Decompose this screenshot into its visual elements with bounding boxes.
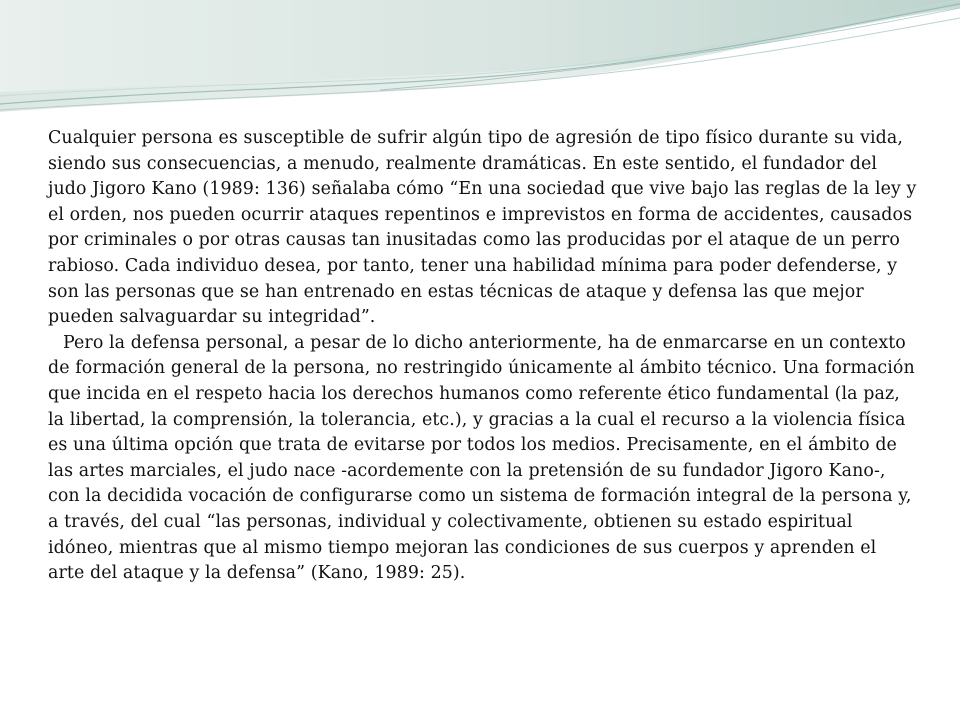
body-text: [48, 126, 918, 587]
header-wave-decoration: [0, 0, 960, 130]
paragraph-2: Pero la defensa personal, a pesar de lo dicho anteriormente, ha de enmarcarse en un contexto de formación general de la persona, no restringido únicamente al ámbito técnico. Una formación que incida en el respeto hacia los derechos humanos como referente ético fundamental (la paz, la libertad, la comprensión, la tolerancia, etc.), y gracias a la cual el recurso a la violencia física es una última opción que trata de evitarse por todos los medios. Precisamente, en el ámbito de las artes marciales, el judo nace -acordemente con la pretensión de su fundador Jigoro Kano-, con la decidida vocación de configurarse como un sistema de formación integral de la persona y, a través, del cual “las personas, individual y colectivamente, obtienen su estado espiritual idóneo, mientras que al mismo tiempo mejoran las condiciones de sus cuerpos y aprenden el arte del ataque y la defensa” (Kano, 1989: 25).: [48, 332, 915, 584]
paragraph-1: Cualquier persona es susceptible de sufrir algún tipo de agresión de tipo físico durante su vida, siendo sus consecuencias, a menudo, realmente dramáticas. En este sentido, el fundador del judo Jigoro Kano (1989: 136) señalaba cómo “En una sociedad que vive bajo las reglas de la ley y el orden, nos pueden ocurrir ataques repentinos e imprevistos en forma de accidentes, causados por criminales o por otras causas tan inusitadas como las producidas por el ataque de un perro rabioso. Cada individuo desea, por tanto, tener una habilidad mínima para poder defenderse, y son las personas que se han entrenado en estas técnicas de ataque y defensa las que mejor pueden salvaguardar su integridad”.: [48, 128, 917, 328]
